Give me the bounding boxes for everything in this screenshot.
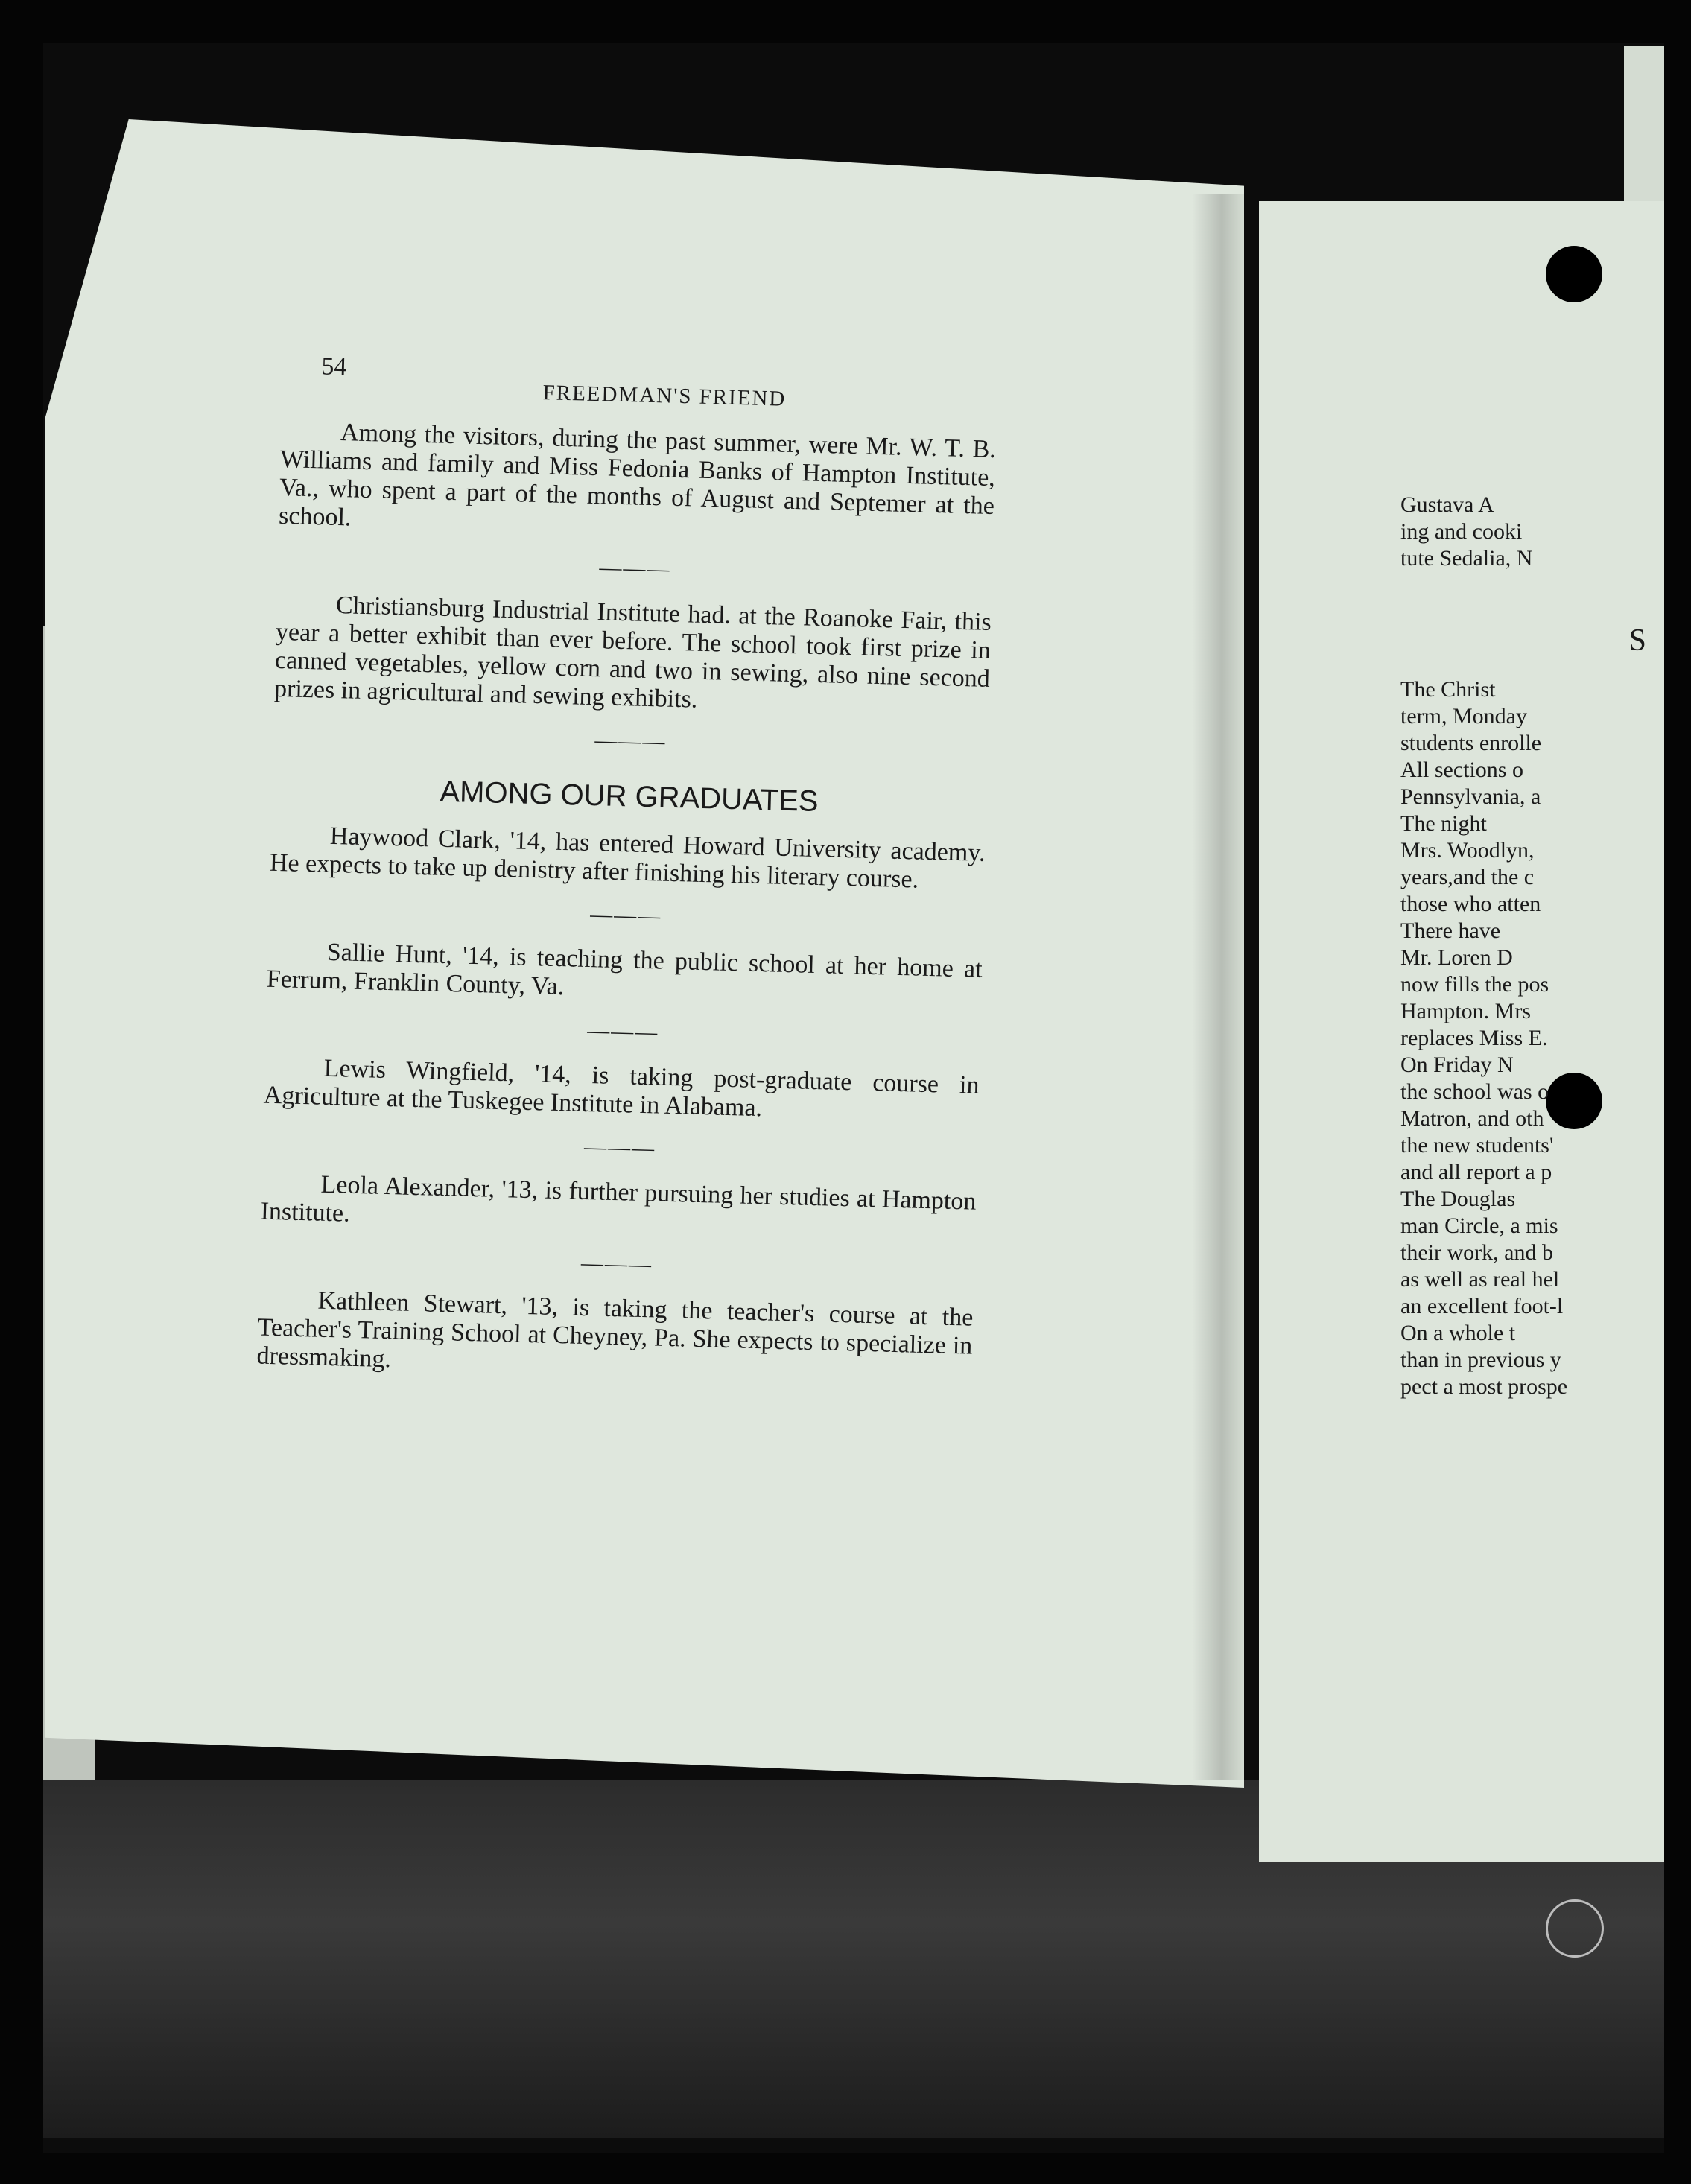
text-line: man Circle, a mis <box>1400 1213 1558 1238</box>
graduate-entry: Leola Alexander, '13, is further pursuing her studies at Hampton Institute. <box>260 1170 977 1228</box>
text-line: their work, and b <box>1400 1240 1553 1265</box>
right-block-top <box>1400 492 1646 572</box>
graduate-entry: Sallie Hunt, '14, is teaching the public school at her home at Ferrum, Franklin County, Va. <box>266 938 983 1001</box>
text-line: On Friday N <box>1400 1053 1514 1077</box>
text-line: now fills the pos <box>1400 972 1549 997</box>
separator: ——— <box>583 1134 656 1161</box>
paragraph-roanoke-fair: Christiansburg Industrial Institute had. at the Roanoke Fair, this year a better exhibit than ever before. The school took first prize in canned vegetables, yellow corn and two in sewing, also nine second prizes in agricultural and sewing exhibits. <box>273 591 992 714</box>
right-block-body <box>1400 676 1646 1400</box>
page-edge-sliver <box>1624 46 1664 203</box>
separator: ——— <box>580 1250 653 1277</box>
page-number: 54 <box>320 352 347 381</box>
text-line: pect a most prospe <box>1400 1374 1568 1399</box>
text-line: Hampton. Mrs <box>1400 999 1531 1023</box>
punch-hole <box>1546 246 1602 302</box>
text-line: Pennsylvania, a <box>1400 784 1541 809</box>
text-line: Mrs. Woodlyn, <box>1400 838 1535 863</box>
separator: ——— <box>586 1018 659 1045</box>
page-fold <box>1192 194 1251 1780</box>
text-line: and all report a p <box>1400 1160 1552 1184</box>
text-line: Gustava A <box>1400 492 1494 517</box>
text-line: Mr. Loren D <box>1400 945 1513 970</box>
text-line: Matron, and oth <box>1400 1106 1544 1131</box>
separator: ——— <box>589 902 662 929</box>
right-heading: S <box>1628 623 1646 658</box>
graduate-entry: Kathleen Stewart, '13, is taking the teacher's course at the Teacher's Training School at Cheyney, Pa. She expects to specialize in dressmaking. <box>256 1286 974 1374</box>
text-line: an excellent foot-l <box>1400 1294 1564 1318</box>
text-line: the school was o <box>1400 1079 1549 1104</box>
text-line: the new students' <box>1400 1133 1554 1158</box>
text-line: term, Monday <box>1400 704 1527 728</box>
text-line: On a whole t <box>1400 1321 1516 1345</box>
separator: ——— <box>599 555 671 582</box>
text-line: years,and the c <box>1400 865 1535 889</box>
graduate-entry: Lewis Wingfield, '14, is taking post-graduate course in Agriculture at the Tuskegee Institute in Alabama. <box>263 1054 980 1123</box>
separator: ——— <box>594 728 667 755</box>
punch-hole-outline <box>1546 1899 1604 1958</box>
text-line: than in previous y <box>1400 1347 1561 1372</box>
running-head: FREEDMAN'S FRIEND <box>542 381 787 411</box>
right-page-text <box>1400 492 1646 1400</box>
text-line: as well as real hel <box>1400 1267 1560 1292</box>
text-line: The Douglas <box>1400 1187 1516 1211</box>
text-line: tute Sedalia, N <box>1400 546 1533 571</box>
graduate-entry: Haywood Clark, '14, has entered Howard University academy. He expects to take up denistry after finishing his literary course. <box>269 822 986 894</box>
text-line: ing and cooki <box>1400 519 1523 544</box>
text-line: The Christ <box>1400 677 1496 702</box>
text-line: replaces Miss E. <box>1400 1026 1548 1050</box>
text-line: The night <box>1400 811 1487 836</box>
paragraph-visitors: Among the visitors, during the past summer, were Mr. W. T. B. Williams and family and Miss Fedonia Banks of Hampton Institute, Va., who spent a part of the months of August and Septemer at the school. <box>278 419 997 532</box>
left-column <box>256 417 997 1404</box>
text-line: All sections o <box>1400 758 1523 782</box>
section-title: AMONG OUR GRADUATES <box>439 775 819 819</box>
text-line: There have <box>1400 918 1501 943</box>
text-line: students enrolle <box>1400 731 1542 755</box>
text-line: those who atten <box>1400 892 1541 916</box>
